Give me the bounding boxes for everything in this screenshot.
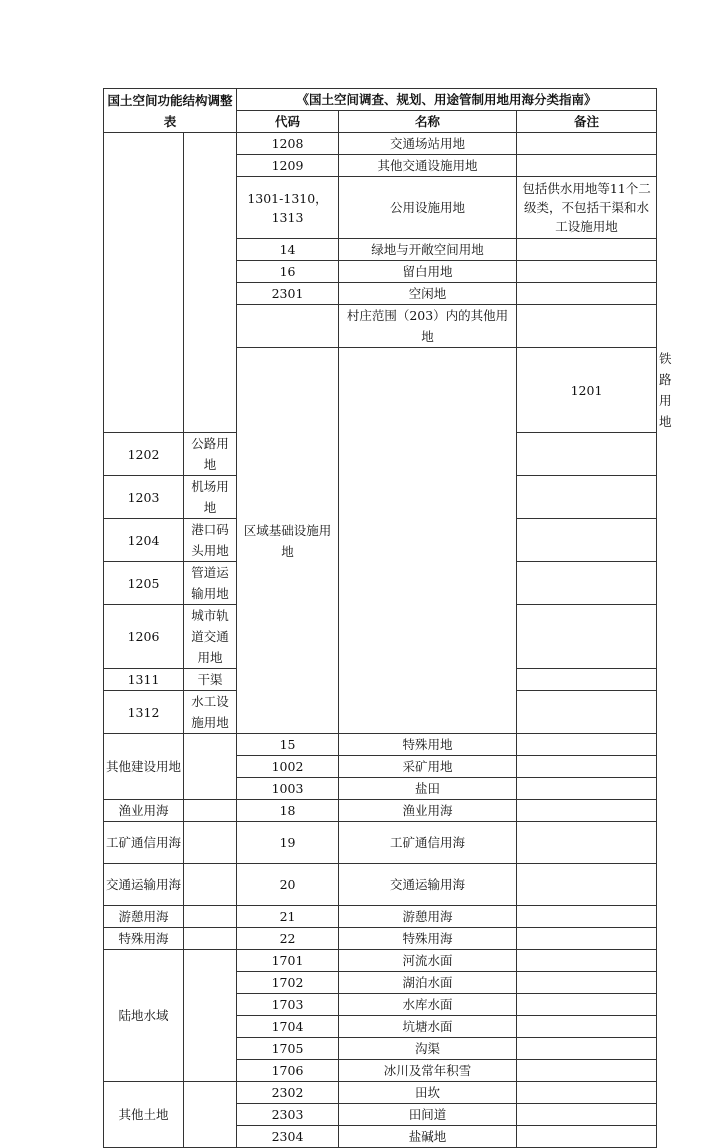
- table-row: [104, 950, 657, 972]
- group-sub-cell: [184, 1082, 237, 1148]
- row-code: 1209: [237, 155, 339, 177]
- row-code: 19: [237, 822, 339, 864]
- row-note: [517, 133, 657, 155]
- row-name: 干渠: [184, 669, 237, 691]
- row-code: 1312: [104, 691, 184, 734]
- row-name: 交通运输用海: [339, 864, 517, 906]
- table-row: [104, 734, 657, 756]
- table-row: [104, 800, 657, 822]
- row-note: [517, 669, 657, 691]
- row-name: 坑塘水面: [339, 1016, 517, 1038]
- row-code: 2303: [237, 1104, 339, 1126]
- row-code: 15: [237, 734, 339, 756]
- row-name: 渔业用海: [339, 800, 517, 822]
- row-name: 采矿用地: [339, 756, 517, 778]
- row-code: 1003: [237, 778, 339, 800]
- row-note: [517, 605, 657, 669]
- classification-table: [103, 88, 672, 1148]
- header-code: 代码: [237, 111, 339, 133]
- table-row: [104, 822, 657, 864]
- row-code: 1201: [517, 348, 657, 433]
- group-sub-cell: [184, 822, 237, 864]
- table-row: [104, 864, 657, 906]
- row-note: [517, 305, 657, 348]
- row-code: 1706: [237, 1060, 339, 1082]
- row-note: [517, 734, 657, 756]
- row-name: 城市轨道交通用地: [184, 605, 237, 669]
- row-name: 特殊用海: [339, 928, 517, 950]
- row-note: [517, 778, 657, 800]
- row-note: [517, 1082, 657, 1104]
- group-label: 区域基础设施用地: [237, 348, 339, 734]
- row-note: [517, 1060, 657, 1082]
- row-code: 2302: [237, 1082, 339, 1104]
- row-code: 2301: [237, 283, 339, 305]
- row-code: 14: [237, 239, 339, 261]
- row-name: 工矿通信用海: [339, 822, 517, 864]
- group-label: [104, 133, 184, 433]
- row-note: [517, 928, 657, 950]
- row-code: 21: [237, 906, 339, 928]
- row-note: [517, 562, 657, 605]
- row-name: 其他交通设施用地: [339, 155, 517, 177]
- row-note: [517, 1016, 657, 1038]
- row-code: 1702: [237, 972, 339, 994]
- row-name: 港口码头用地: [184, 519, 237, 562]
- row-code: 1311: [104, 669, 184, 691]
- row-name: 空闲地: [339, 283, 517, 305]
- row-code: 1704: [237, 1016, 339, 1038]
- row-name: 公路用地: [184, 433, 237, 476]
- group-label: 工矿通信用海: [104, 822, 184, 864]
- header-name: 名称: [339, 111, 517, 133]
- row-note: [517, 756, 657, 778]
- row-note: [517, 239, 657, 261]
- row-note: [517, 691, 657, 734]
- row-note: [517, 972, 657, 994]
- group-sub-cell: [184, 906, 237, 928]
- row-name: 管道运输用地: [184, 562, 237, 605]
- row-name: 盐碱地: [339, 1126, 517, 1148]
- row-name: 河流水面: [339, 950, 517, 972]
- row-note: [517, 1104, 657, 1126]
- group-label: 游憩用海: [104, 906, 184, 928]
- row-name: 田间道: [339, 1104, 517, 1126]
- group-label: 渔业用海: [104, 800, 184, 822]
- row-code: 1204: [104, 519, 184, 562]
- row-name: 公用设施用地: [339, 177, 517, 239]
- row-code: 1205: [104, 562, 184, 605]
- row-code: 16: [237, 261, 339, 283]
- row-note: [517, 950, 657, 972]
- row-name: 水工设施用地: [184, 691, 237, 734]
- row-name: 游憩用海: [339, 906, 517, 928]
- row-code: 1701: [237, 950, 339, 972]
- row-note: [517, 261, 657, 283]
- row-note: 包括供水用地等11个二级类，不包括干渠和水工设施用地: [517, 177, 657, 239]
- header-left-title: 国土空间功能结构调整表: [104, 89, 237, 133]
- row-name: 机场用地: [184, 476, 237, 519]
- row-code: 18: [237, 800, 339, 822]
- row-note: [517, 994, 657, 1016]
- row-name: 水库水面: [339, 994, 517, 1016]
- row-code: 1202: [104, 433, 184, 476]
- row-code: 1203: [104, 476, 184, 519]
- row-code: [237, 305, 339, 348]
- row-code: 1705: [237, 1038, 339, 1060]
- group-label: 其他土地: [104, 1082, 184, 1148]
- group-sub-cell: [184, 734, 237, 800]
- table-row: [104, 1082, 657, 1104]
- group-sub-cell: [184, 950, 237, 1082]
- group-label: 其他建设用地: [104, 734, 184, 800]
- row-note: [517, 864, 657, 906]
- row-name: 湖泊水面: [339, 972, 517, 994]
- row-name: 沟渠: [339, 1038, 517, 1060]
- row-code: 1208: [237, 133, 339, 155]
- row-code: 1703: [237, 994, 339, 1016]
- table-row: [104, 133, 657, 155]
- row-note: [517, 1126, 657, 1148]
- table-row: 区域基础设施用地 1201 铁路用地: [104, 348, 657, 433]
- row-code: 1002: [237, 756, 339, 778]
- table-row: [104, 928, 657, 950]
- group-label: 特殊用海: [104, 928, 184, 950]
- row-note: [517, 476, 657, 519]
- table-row: [104, 906, 657, 928]
- table-header-row: [104, 89, 657, 111]
- row-code: 20: [237, 864, 339, 906]
- row-name: 交通场站用地: [339, 133, 517, 155]
- row-name: 盐田: [339, 778, 517, 800]
- group-sub-cell: [184, 864, 237, 906]
- header-note: 备注: [517, 111, 657, 133]
- row-code: 22: [237, 928, 339, 950]
- row-name: 特殊用地: [339, 734, 517, 756]
- group-sub-cell: [184, 800, 237, 822]
- row-note: [517, 519, 657, 562]
- row-code: 1206: [104, 605, 184, 669]
- group-sub-cell: [339, 348, 517, 734]
- row-name: 留白用地: [339, 261, 517, 283]
- row-note: [517, 906, 657, 928]
- row-note: [517, 433, 657, 476]
- row-note: [517, 800, 657, 822]
- row-name: 田坎: [339, 1082, 517, 1104]
- row-note: [517, 1038, 657, 1060]
- group-sub-cell: [184, 928, 237, 950]
- row-name: 冰川及常年积雪: [339, 1060, 517, 1082]
- row-name: 绿地与开敞空间用地: [339, 239, 517, 261]
- row-note: [517, 283, 657, 305]
- row-code: 2304: [237, 1126, 339, 1148]
- row-note: [517, 155, 657, 177]
- row-code: 1301-1310，1313: [237, 177, 339, 239]
- group-label: 陆地水域: [104, 950, 184, 1082]
- group-label: 交通运输用海: [104, 864, 184, 906]
- header-right-title: 《国土空间调查、规划、用途管制用地用海分类指南》: [237, 89, 657, 111]
- row-name: 村庄范围（203）内的其他用地: [339, 305, 517, 348]
- group-sub-cell: [184, 133, 237, 433]
- row-note: [517, 822, 657, 864]
